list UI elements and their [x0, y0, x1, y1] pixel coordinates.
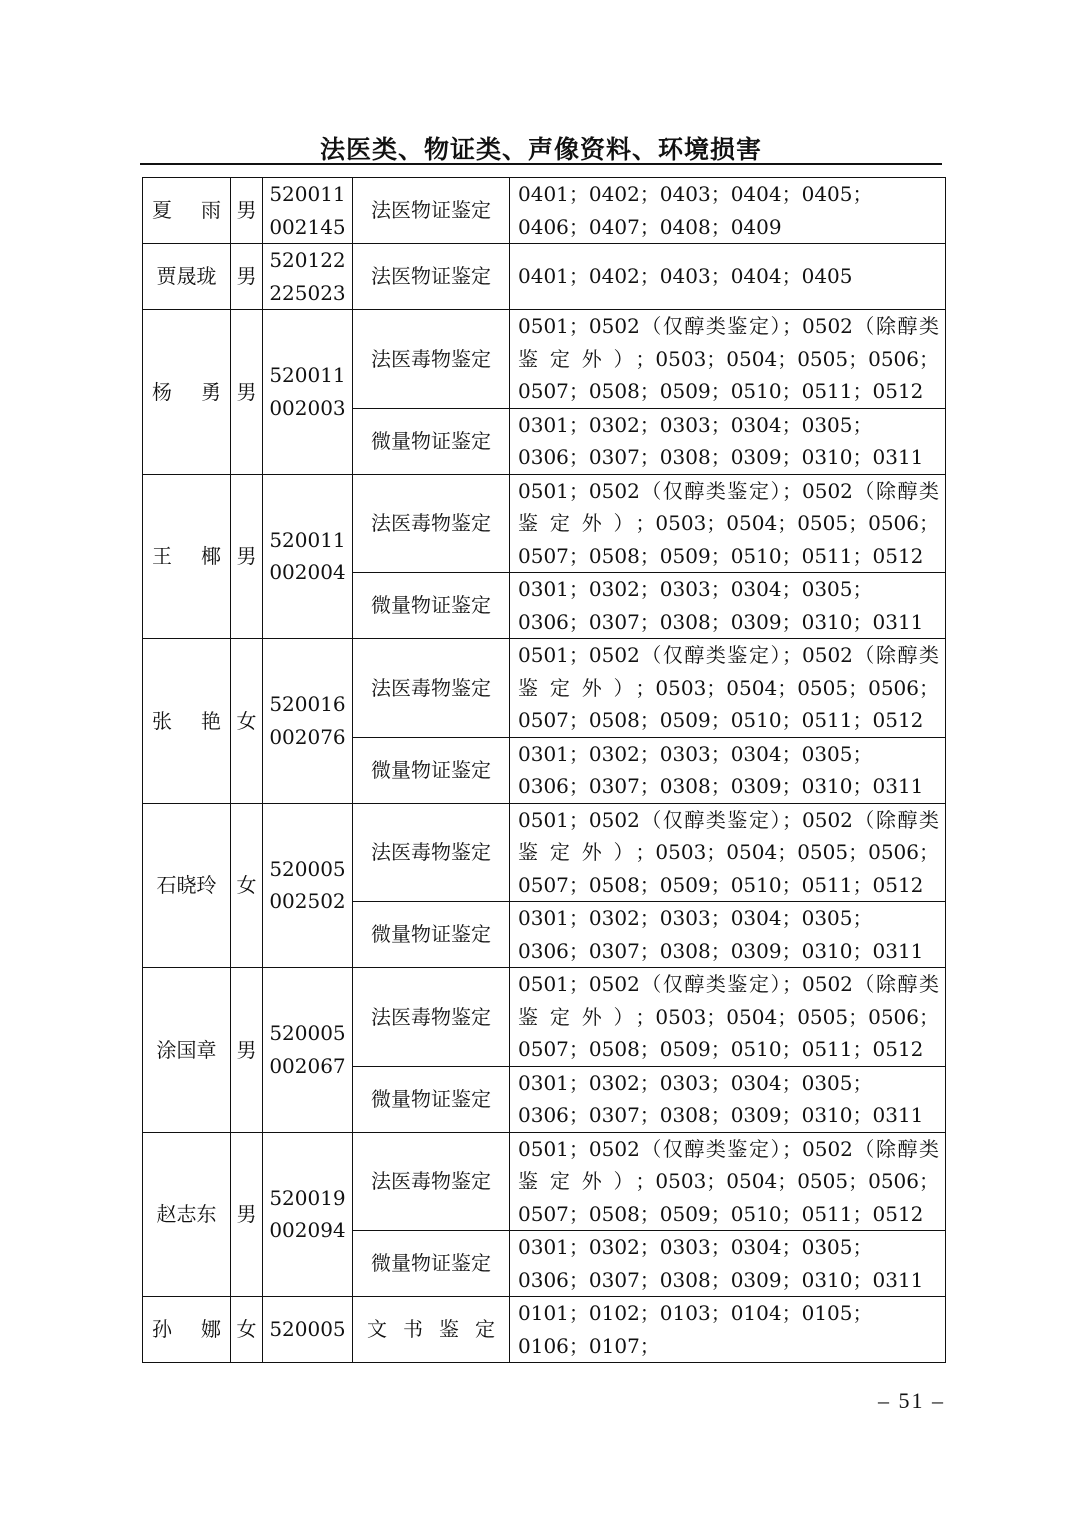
glyph: 孙: [152, 1317, 172, 1342]
certificate-number: [263, 310, 353, 475]
glyph: 艳: [201, 708, 221, 733]
glyph: 杨: [152, 379, 172, 404]
page-header-title: 法医类、物证类、声像资料、环境损害: [319, 135, 762, 164]
appraisal-codes: 0501；0502（仅醇类鉴定）；0502（除醇类鉴定外）；0503；0504；0505；0506；0507；0508；0509；0510；0511；0512: [510, 310, 946, 409]
expert-roster-table: [142, 177, 946, 1363]
table-row: [143, 474, 946, 573]
expert-sex: 男: [231, 178, 263, 244]
expert-name-text: 贾晟珑: [156, 264, 217, 289]
appraisal-category-text: 微量物证鉴定: [371, 922, 491, 947]
certificate-number: [263, 803, 353, 968]
expert-name-text: 赵志东: [156, 1202, 217, 1226]
certificate-number-part: 002502: [269, 889, 346, 914]
expert-sex: 男: [231, 474, 263, 639]
appraisal-category: [353, 1231, 510, 1297]
appraisal-category: [353, 737, 510, 803]
certificate-number-part: 520122: [269, 248, 346, 272]
certificate-number-part: 002094: [269, 1218, 346, 1243]
expert-name: [143, 474, 231, 639]
glyph: 雨: [201, 198, 221, 223]
expert-name-text: 涂国章: [156, 1037, 217, 1062]
header-rule: [140, 163, 942, 165]
appraisal-category: [353, 310, 510, 409]
glyph: 夏: [152, 198, 172, 223]
appraisal-category: [353, 639, 510, 738]
certificate-number-part: 002004: [269, 560, 346, 585]
appraisal-codes: 0301；0302；0303；0304；0305；0306；0307；0308；0309；0310；0311: [510, 737, 946, 803]
page-number: – 51 –: [878, 1388, 945, 1413]
appraisal-category: [353, 902, 510, 968]
expert-name: [143, 968, 231, 1133]
certificate-number-part: 002076: [269, 724, 346, 749]
certificate-number-part: 002003: [269, 395, 346, 420]
glyph: 王: [152, 544, 172, 568]
certificate-number-part: 520011: [269, 363, 346, 388]
expert-name: [143, 639, 231, 804]
table-row: [143, 1297, 946, 1363]
expert-name: [143, 178, 231, 244]
appraisal-codes: 0501；0502（仅醇类鉴定）；0502（除醇类鉴定外）；0503；0504；0505；0506；0507；0508；0509；0510；0511；0512: [510, 803, 946, 902]
certificate-number: [263, 639, 353, 804]
appraisal-category: [353, 803, 510, 902]
appraisal-category: [353, 178, 510, 244]
appraisal-category-text: 法医物证鉴定: [371, 264, 491, 289]
appraisal-category-text: 微量物证鉴定: [371, 757, 491, 782]
appraisal-codes: 0301；0302；0303；0304；0305；0306；0307；0308；0309；0310；0311: [510, 902, 946, 968]
certificate-number: [263, 474, 353, 639]
expert-sex: 男: [231, 968, 263, 1133]
glyph: 定: [475, 1317, 495, 1342]
appraisal-codes: 0401；0402；0403；0404；0405: [510, 244, 946, 310]
certificate-number: [263, 1132, 353, 1297]
certificate-number: [263, 1297, 353, 1363]
appraisal-category: [353, 474, 510, 573]
glyph: 娜: [201, 1317, 221, 1342]
appraisal-codes: 0301；0302；0303；0304；0305；0306；0307；0308；0309；0310；0311: [510, 573, 946, 639]
certificate-number-part: 002145: [269, 214, 346, 239]
certificate-number-part: 520016: [269, 692, 346, 717]
expert-name-text: 石晓玲: [156, 873, 217, 897]
glyph: 鉴: [439, 1317, 459, 1342]
certificate-number-part: 002067: [269, 1053, 346, 1078]
expert-sex: 女: [231, 639, 263, 804]
appraisal-codes: 0501；0502（仅醇类鉴定）；0502（除醇类鉴定外）；0503；0504；0505；0506；0507；0508；0509；0510；0511；0512: [510, 1132, 946, 1231]
expert-sex: 男: [231, 244, 263, 310]
certificate-number-part: 520005: [269, 1317, 346, 1342]
appraisal-category-text: 微量物证鉴定: [371, 428, 491, 453]
expert-name: [143, 244, 231, 310]
appraisal-category-text: 法医毒物鉴定: [371, 346, 491, 371]
appraisal-codes: 0501；0502（仅醇类鉴定）；0502（除醇类鉴定外）；0503；0504；0505；0506；0507；0508；0509；0510；0511；0512: [510, 474, 946, 573]
certificate-number-part: 520011: [269, 182, 346, 206]
appraisal-category-text: 法医毒物鉴定: [371, 511, 491, 535]
certificate-number-part: 520019: [269, 1185, 346, 1210]
appraisal-category: [353, 968, 510, 1067]
expert-sex: 女: [231, 803, 263, 968]
certificate-number-part: 520005: [269, 856, 346, 881]
appraisal-category: [353, 1066, 510, 1132]
glyph: 文: [367, 1317, 387, 1342]
expert-name: [143, 803, 231, 968]
appraisal-category: [353, 1132, 510, 1231]
appraisal-codes: 0401；0402；0403；0404；0405；0406；0407；0408；0409: [510, 178, 946, 244]
appraisal-codes: 0101；0102；0103；0104；0105；0106；0107；: [510, 1297, 946, 1363]
appraisal-category: [353, 244, 510, 310]
appraisal-codes: 0501；0502（仅醇类鉴定）；0502（除醇类鉴定外）；0503；0504；0505；0506；0507；0508；0509；0510；0511；0512: [510, 639, 946, 738]
certificate-number: [263, 244, 353, 310]
appraisal-category-text: 法医毒物鉴定: [371, 1169, 491, 1193]
appraisal-category: [353, 408, 510, 474]
appraisal-category: [353, 1297, 510, 1363]
glyph: 张: [152, 708, 172, 733]
table-row: [143, 968, 946, 1067]
expert-name: [143, 310, 231, 475]
expert-name: [143, 1132, 231, 1297]
appraisal-category-text: 微量物证鉴定: [371, 593, 491, 618]
glyph: 椰: [201, 544, 221, 568]
appraisal-codes: 0501；0502（仅醇类鉴定）；0502（除醇类鉴定外）；0503；0504；0505；0506；0507；0508；0509；0510；0511；0512: [510, 968, 946, 1067]
table-row: [143, 1132, 946, 1231]
table-row: [143, 178, 946, 244]
appraisal-codes: 0301；0302；0303；0304；0305；0306；0307；0308；0309；0310；0311: [510, 408, 946, 474]
glyph: 勇: [201, 379, 221, 404]
appraisal-category-text: 法医毒物鉴定: [371, 840, 491, 864]
certificate-number: [263, 968, 353, 1133]
certificate-number-part: 225023: [269, 280, 346, 305]
table-row: [143, 639, 946, 738]
appraisal-category-text: 法医毒物鉴定: [371, 675, 491, 700]
expert-name: [143, 1297, 231, 1363]
appraisal-category-text: 法医物证鉴定: [371, 198, 491, 223]
appraisal-category: [353, 573, 510, 639]
appraisal-codes: 0301；0302；0303；0304；0305；0306；0307；0308；0309；0310；0311: [510, 1231, 946, 1297]
appraisal-category-text: 法医毒物鉴定: [371, 1004, 491, 1029]
expert-sex: 女: [231, 1297, 263, 1363]
glyph: 书: [403, 1317, 423, 1342]
expert-sex: 男: [231, 310, 263, 475]
certificate-number-part: 520005: [269, 1021, 346, 1046]
appraisal-codes: 0301；0302；0303；0304；0305；0306；0307；0308；0309；0310；0311: [510, 1066, 946, 1132]
appraisal-category-text: 微量物证鉴定: [371, 1251, 491, 1276]
table-row: [143, 244, 946, 310]
table-row: [143, 803, 946, 902]
expert-sex: 男: [231, 1132, 263, 1297]
table-row: [143, 310, 946, 409]
certificate-number-part: 520011: [269, 527, 346, 552]
appraisal-category-text: 微量物证鉴定: [371, 1086, 491, 1111]
certificate-number: [263, 178, 353, 244]
